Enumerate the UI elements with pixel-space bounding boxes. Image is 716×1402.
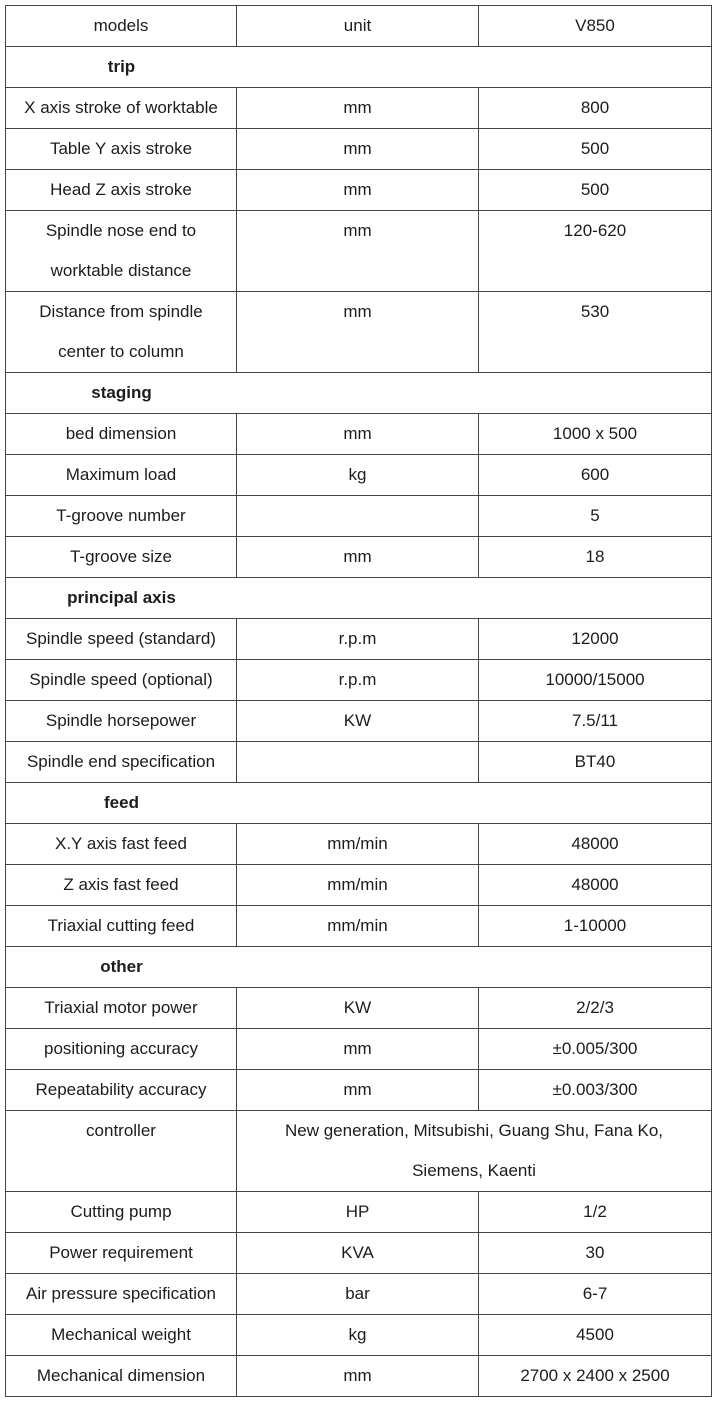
spec-name-cell: Maximum load bbox=[6, 455, 237, 496]
unit-cell: mm bbox=[237, 414, 479, 455]
spec-row bbox=[6, 701, 712, 742]
unit-cell: mm bbox=[237, 170, 479, 211]
unit-cell: mm bbox=[237, 1029, 479, 1070]
unit-cell: mm/min bbox=[237, 824, 479, 865]
unit-cell bbox=[237, 1111, 712, 1192]
spec-name-cell: Repeatability accuracy bbox=[6, 1070, 237, 1111]
spec-row bbox=[6, 1111, 712, 1192]
value-cell: 5 bbox=[479, 496, 712, 537]
section-label: feed bbox=[104, 793, 139, 812]
spec-row bbox=[6, 496, 712, 537]
spec-name-cell bbox=[6, 211, 237, 292]
section-label: other bbox=[100, 957, 143, 976]
section-label: trip bbox=[107, 57, 136, 76]
unit-cell: mm bbox=[237, 88, 479, 129]
section-cell bbox=[6, 578, 712, 619]
spec-name-cell: Spindle speed (standard) bbox=[6, 619, 237, 660]
spec-row bbox=[6, 414, 712, 455]
section-cell bbox=[6, 373, 712, 414]
section-row-feed bbox=[6, 783, 712, 824]
spec-name-cell: Spindle horsepower bbox=[6, 701, 237, 742]
section-row-trip bbox=[6, 47, 712, 88]
value-cell: 120-620 bbox=[479, 211, 712, 292]
spec-name-cell: Table Y axis stroke bbox=[6, 129, 237, 170]
section-row-other bbox=[6, 947, 712, 988]
unit-cell bbox=[237, 496, 479, 537]
value-cell: 10000/15000 bbox=[479, 660, 712, 701]
unit-cell: r.p.m bbox=[237, 660, 479, 701]
cell-line: Distance from spindle bbox=[39, 302, 203, 321]
unit-cell bbox=[237, 742, 479, 783]
spec-row bbox=[6, 619, 712, 660]
specs-table-body bbox=[6, 6, 712, 1397]
spec-name-cell: Mechanical weight bbox=[6, 1315, 237, 1356]
value-cell: 1000 x 500 bbox=[479, 414, 712, 455]
unit-cell: kg bbox=[237, 1315, 479, 1356]
unit-cell: kg bbox=[237, 455, 479, 496]
cell-line: New generation, Mitsubishi, Guang Shu, Fana Ko, bbox=[285, 1121, 663, 1140]
section-cell bbox=[6, 783, 712, 824]
unit-cell: mm bbox=[237, 537, 479, 578]
unit-cell: KVA bbox=[237, 1233, 479, 1274]
unit-cell: KW bbox=[237, 701, 479, 742]
spec-name-cell: Head Z axis stroke bbox=[6, 170, 237, 211]
value-cell: 12000 bbox=[479, 619, 712, 660]
value-cell: 800 bbox=[479, 88, 712, 129]
spec-row bbox=[6, 1070, 712, 1111]
section-row-principal-axis bbox=[6, 578, 712, 619]
spec-row bbox=[6, 865, 712, 906]
spec-name-cell: X axis stroke of worktable bbox=[6, 88, 237, 129]
spec-row bbox=[6, 1356, 712, 1397]
spec-row bbox=[6, 906, 712, 947]
spec-name-cell bbox=[6, 292, 237, 373]
spec-name-cell: Z axis fast feed bbox=[6, 865, 237, 906]
value-cell: 48000 bbox=[479, 865, 712, 906]
spec-name-cell: Mechanical dimension bbox=[6, 1356, 237, 1397]
spec-name-cell: bed dimension bbox=[6, 414, 237, 455]
unit-cell: mm/min bbox=[237, 906, 479, 947]
spec-row bbox=[6, 211, 712, 292]
spec-name-cell: T-groove size bbox=[6, 537, 237, 578]
unit-cell: mm bbox=[237, 292, 479, 373]
spec-row bbox=[6, 88, 712, 129]
cell-line: Siemens, Kaenti bbox=[412, 1161, 536, 1180]
section-row-staging bbox=[6, 373, 712, 414]
cell-line: worktable distance bbox=[50, 261, 192, 280]
value-cell: ±0.005/300 bbox=[479, 1029, 712, 1070]
value-cell: 1/2 bbox=[479, 1192, 712, 1233]
specs-table bbox=[5, 5, 712, 1397]
value-cell: 2/2/3 bbox=[479, 988, 712, 1029]
value-cell: ±0.003/300 bbox=[479, 1070, 712, 1111]
spec-name-cell: Spindle speed (optional) bbox=[6, 660, 237, 701]
value-cell: BT40 bbox=[479, 742, 712, 783]
spec-row bbox=[6, 1315, 712, 1356]
header-cell: V850 bbox=[479, 6, 712, 47]
value-cell: 600 bbox=[479, 455, 712, 496]
spec-row bbox=[6, 824, 712, 865]
section-label: staging bbox=[91, 383, 152, 402]
spec-name-cell: positioning accuracy bbox=[6, 1029, 237, 1070]
spec-name-cell: X.Y axis fast feed bbox=[6, 824, 237, 865]
section-cell bbox=[6, 47, 712, 88]
cell-line: Spindle nose end to bbox=[45, 221, 197, 240]
section-label: principal axis bbox=[67, 588, 176, 607]
spec-row bbox=[6, 1233, 712, 1274]
unit-cell: mm bbox=[237, 1070, 479, 1111]
header-cell: models bbox=[6, 6, 237, 47]
unit-cell: KW bbox=[237, 988, 479, 1029]
spec-row bbox=[6, 988, 712, 1029]
unit-cell: mm bbox=[237, 211, 479, 292]
spec-row bbox=[6, 170, 712, 211]
value-cell: 18 bbox=[479, 537, 712, 578]
value-cell: 7.5/11 bbox=[479, 701, 712, 742]
spec-row bbox=[6, 455, 712, 496]
spec-row bbox=[6, 129, 712, 170]
value-cell: 1-10000 bbox=[479, 906, 712, 947]
spec-row bbox=[6, 660, 712, 701]
unit-cell: r.p.m bbox=[237, 619, 479, 660]
spec-name-cell: Air pressure specification bbox=[6, 1274, 237, 1315]
value-cell: 6-7 bbox=[479, 1274, 712, 1315]
spec-name-cell: Triaxial motor power bbox=[6, 988, 237, 1029]
spec-row bbox=[6, 537, 712, 578]
section-cell bbox=[6, 947, 712, 988]
spec-row bbox=[6, 292, 712, 373]
spec-name-cell: Power requirement bbox=[6, 1233, 237, 1274]
value-cell: 500 bbox=[479, 170, 712, 211]
unit-cell: HP bbox=[237, 1192, 479, 1233]
cell-line: center to column bbox=[58, 342, 184, 361]
spec-name-cell: Triaxial cutting feed bbox=[6, 906, 237, 947]
header-cell: unit bbox=[237, 6, 479, 47]
unit-cell: mm bbox=[237, 129, 479, 170]
value-cell: 30 bbox=[479, 1233, 712, 1274]
spec-row bbox=[6, 1274, 712, 1315]
unit-cell: bar bbox=[237, 1274, 479, 1315]
value-cell: 500 bbox=[479, 129, 712, 170]
value-cell: 2700 x 2400 x 2500 bbox=[479, 1356, 712, 1397]
spec-name-cell: T-groove number bbox=[6, 496, 237, 537]
header-row bbox=[6, 6, 712, 47]
unit-cell: mm/min bbox=[237, 865, 479, 906]
value-cell: 530 bbox=[479, 292, 712, 373]
unit-cell: mm bbox=[237, 1356, 479, 1397]
value-cell: 48000 bbox=[479, 824, 712, 865]
spec-name-cell: Spindle end specification bbox=[6, 742, 237, 783]
spec-row bbox=[6, 1192, 712, 1233]
spec-row bbox=[6, 1029, 712, 1070]
spec-name-cell: controller bbox=[6, 1111, 237, 1192]
value-cell: 4500 bbox=[479, 1315, 712, 1356]
spec-name-cell: Cutting pump bbox=[6, 1192, 237, 1233]
spec-row bbox=[6, 742, 712, 783]
